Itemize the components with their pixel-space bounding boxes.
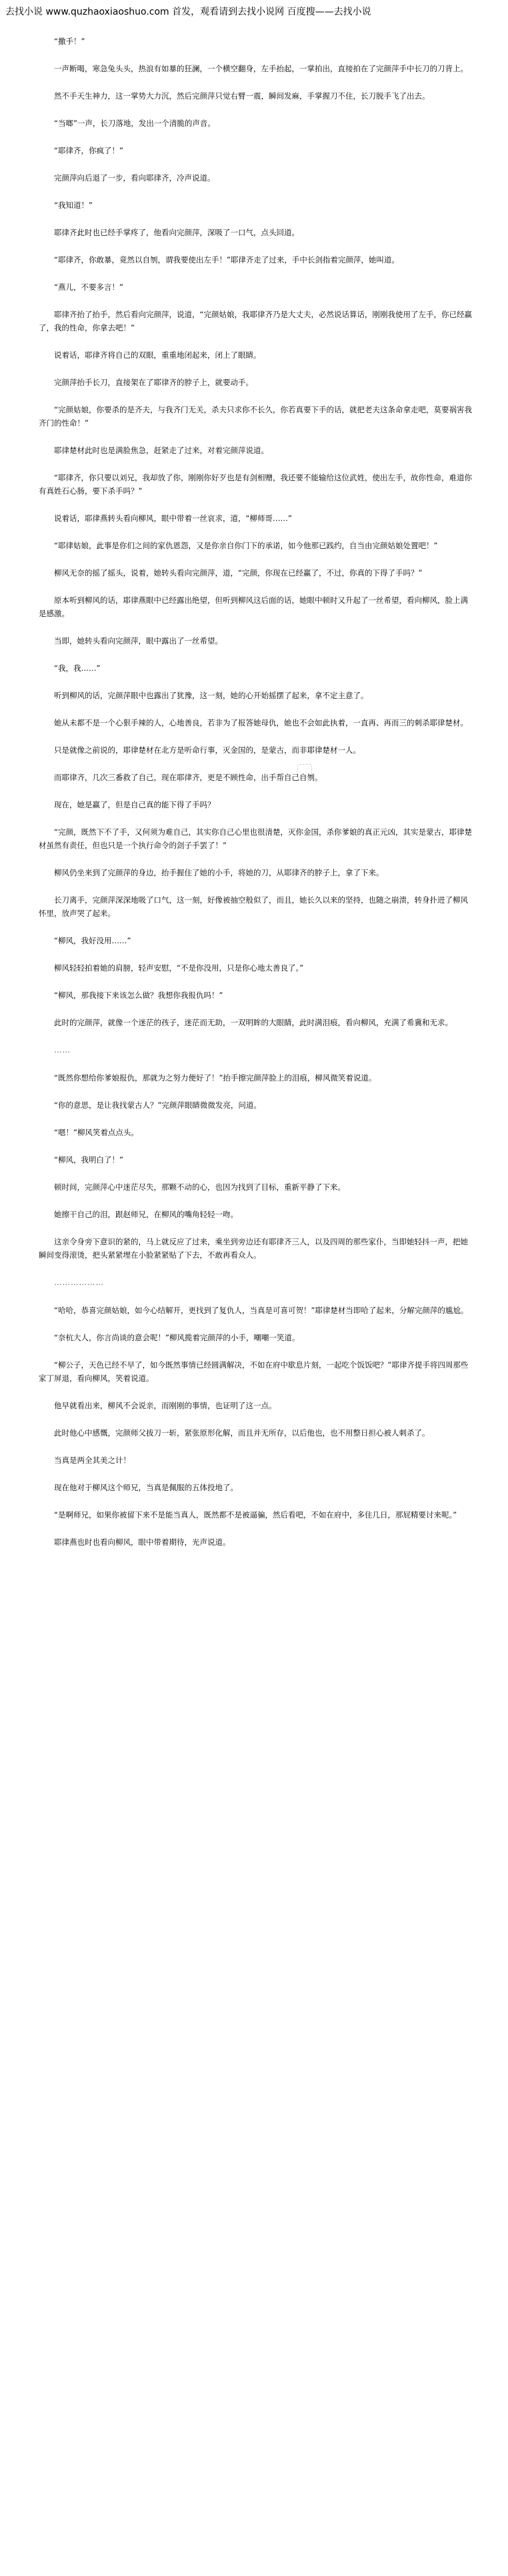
paragraph: 此时他心中感慨，完颜师父拔刀一斩，紧张原形化解，而且并无所存，以后他也，也不用整日担心被人刺杀了。 xyxy=(54,1428,430,1438)
paragraph: 耶律齐此时也已经手掌疼了，他看向完颜萍，深吸了一口气，点头回道。 xyxy=(54,228,299,237)
paragraph: “嗯！”柳风笑着点点头。 xyxy=(54,1128,139,1137)
chapter-body xyxy=(39,35,472,2566)
paragraph: “柳风，那我接下来该怎么做？我想你我报仇吗！” xyxy=(54,991,223,1000)
paragraph: 然不手天生神力，这一掌势大力沉，然后完颜萍只觉右臂一震，瞬间发麻，手掌握刀不住，长刀脱手飞了出去。 xyxy=(54,91,430,101)
paragraph: 说着话，耶律齐将自己的双眼，重重地闭起来，闭上了眼睛。 xyxy=(54,350,261,360)
paragraph: “耶律齐，你疯了！” xyxy=(54,146,123,155)
paragraph: “柳风，我好没用……” xyxy=(54,936,131,945)
paragraph: “哈哈，恭喜完颜姑娘，如今心结解开，更找到了复仇人，当真是可喜可贺！”耶律楚材当即哈了起来，分解完颜萍的尴尬。 xyxy=(54,1306,469,1315)
paragraph: “耶律姑娘，此事是你们之间的家仇恩怨，又是你亲自你门下的承诺，如今他那已践约，自当由完颜姑娘处置吧！” xyxy=(54,541,438,550)
paragraph: “柳风，我明白了！” xyxy=(54,1155,123,1164)
paragraph: 现在他对于柳风这个师兄，当真是佩服的五体投地了。 xyxy=(54,1483,238,1492)
paragraph: 他早就看出来，柳风不会说亲，而刚刚的事情，也证明了这一点。 xyxy=(54,1401,277,1410)
paragraph: “当啷”一声，长刀落地，发出一个清脆的声音。 xyxy=(54,119,215,128)
paragraph: 柳风仍坐来到了完颜萍的身边，抬手握住了她的小手，将她的刀，从耶律齐的脖子上，拿了下来。 xyxy=(54,868,384,877)
paragraph: “既然你想给你爹娘报仇，那就为之努力便好了！”抬手擦完颜萍脸上的泪痕，柳风微笑着说道。 xyxy=(54,1073,377,1082)
paragraph: “我，我……” xyxy=(54,663,101,673)
paragraph: 听到柳风的话，完颜萍眼中也露出了犹豫，这一刻，她的心开始摇摆了起来，拿不定主意了。 xyxy=(54,691,369,700)
paragraph: “奈杭大人，你言尚谈的意会呢！”柳风揽着完颜萍的小手，嘲嘲一笑道。 xyxy=(54,1333,300,1342)
paragraph: 当真是两全其美之计！ xyxy=(54,1456,131,1465)
paragraph: 耶律燕也时也看向柳风，眼中带着期待，光声说道。 xyxy=(54,1537,231,1547)
paragraph: 耶律楚材此时也是满脸焦急，赶紧走了过来，对着完颜萍说道。 xyxy=(54,446,269,455)
paragraph: “耶律齐，你敢暴，竟然以自刎，谓我要使出左手！”耶律齐走了过来，手中长剑指着完颜萍，她叫道。 xyxy=(54,255,399,264)
paragraph: 说着话，耶律燕转头看向柳风，眼中带着一丝哀求，道，“柳师哥……” xyxy=(54,514,292,523)
scene-break: …… xyxy=(54,1045,71,1055)
source-banner xyxy=(5,3,503,21)
paragraph: “柳公子，天色已经不早了，如今既然事情已经圆满解决，不如在府中歇息片刻，一起吃个饭饭吧？”耶律齐提手将四周那些家丁屏退，看向柳风，笑着说道。 xyxy=(39,1360,469,1383)
paragraph: “完颜，既然下不了手，又何须为难自己，其实你自己心里也很清楚，灭你金国，杀你爹娘的真正元凶，其实是蒙古，耶律楚材虽然有责任，但也只是一个执行命令的刽子手罢了！” xyxy=(39,827,472,850)
paragraph: 此时的完颜萍，就像一个迷茫的孩子，迷茫而无助，一双明眸的大眼睛，此时满泪痕，看向柳风，充满了希冀和无求。 xyxy=(54,1018,453,1027)
paragraph: 只是就像之前说的，耶律楚材在北方是听命行事，灭金国的，是蒙古，而非耶律楚材一人。 xyxy=(54,745,361,755)
paragraph: 现在，她是赢了，但是自己真的能下得了手吗？ xyxy=(54,800,215,809)
paragraph: 当即，她转头看向完颜萍，眼中露出了一丝希望。 xyxy=(54,636,223,645)
paragraph: 而耶律齐，几次三番救了自己，现在耶律齐，更是不顾性命，出手帮自己自刎。 xyxy=(54,773,323,782)
paragraph: “撒手！” xyxy=(54,37,85,46)
paragraph: 耶律齐抬了抬手，然后看向完颜萍，说道，“完颜姑娘，我耶律齐乃是大丈夫，必然说话算话，刚刚我使用了左手，你已经赢了，我的性命，你拿去吧！” xyxy=(39,310,472,332)
paragraph: “完颜姑娘，你要杀的是齐夫，与我齐门无关，杀夫只求你不长久，你若真要下手的话，就把老夫这条命拿走吧，莫要祸害我齐门的性命！” xyxy=(39,405,472,428)
paragraph: 她从未都不是一个心狠手辣的人，心地善良，若非为了报答她母仇，她也不会如此执着，一直再、再而三的刺杀耶律楚材。 xyxy=(54,718,468,727)
paragraph: 原本听到柳风的话，耶律燕眼中已经露出绝望，但听到柳风这后面的话，她眼中顿时又升起了一丝希望，看向柳风，脸上满是感激。 xyxy=(39,596,468,618)
paragraph: “燕儿，不要多言！” xyxy=(54,282,123,292)
paragraph: 顿时间，完颜萍心中迷茫尽失，那颗不动的心，也因为找到了目标，重新平静了下来。 xyxy=(54,1182,345,1192)
paragraph: 一声断喝，寒急兔头头，热浪有如暴的狂澜，一个横空翻身，左手抬起，一掌拍出，直接拍在了完颜萍手中长刀的刀背上。 xyxy=(54,64,468,73)
paragraph: 完颜萍抬手长刀，直接架在了耶律齐的脖子上，就要动手。 xyxy=(54,378,253,387)
source-banner-text: 去找小说 www.quzhaoxiaoshuo.com 首发，观看请到去找小说网 百度搜——去找小说 xyxy=(5,7,371,17)
paragraph: 她擦干自己的泪，跟赵师兄，在柳风的嘴角轻轻一吻。 xyxy=(54,1210,238,1219)
paragraph: “耶律齐，你只要以刘兄，我却放了你，刚刚你好歹也是有剑相赠，我还要不能输给这位武姓，使出左手，故你性命，难道你有真姓石心肠，要下杀手吗？” xyxy=(39,473,472,496)
paragraph: 柳风无奈的摇了摇头，说着，她转头看向完颜萍，道，“完颜，你现在已经赢了，不过，你真的下得了手吗？” xyxy=(54,568,423,578)
paragraph: “我知道！” xyxy=(54,201,93,210)
paragraph: 柳风轻轻拍着她的肩膀，轻声安慰，“不是你没用，只是你心地太善良了。” xyxy=(54,963,304,973)
paragraph: 长刀离手，完颜萍深深地吸了口气，这一刻，好像被抽空般似了，而且，她长久以来的坚持，也随之崩溃，转身扑进了柳风怀里，放声哭了起来。 xyxy=(39,895,468,918)
paragraph: “你的意思，是让我找蒙古人？”完颜萍眼睛微微发亮，问道。 xyxy=(54,1100,261,1110)
paragraph: 这亲令身旁下意识的紧的，马上就反应了过来，乘坐到旁边还有耶律齐三人，以及四周的那些家仆，当即她轻抖一声，把她瞬间变得滚烫，把头紧紧埋在小脸紧紧贴了下去，不敢再看众人。 xyxy=(39,1237,468,1260)
paragraph: 完颜萍向后退了一步，看向耶律齐，冷声说道。 xyxy=(54,173,215,183)
scene-break: ……………… xyxy=(54,1278,104,1287)
paragraph: “是啊师兄，如果你被留下来不是能当真人，既然都不是被逼骗，然后看吧，不如在府中，多住几日，那屁精要讨来呢。” xyxy=(54,1510,457,1519)
